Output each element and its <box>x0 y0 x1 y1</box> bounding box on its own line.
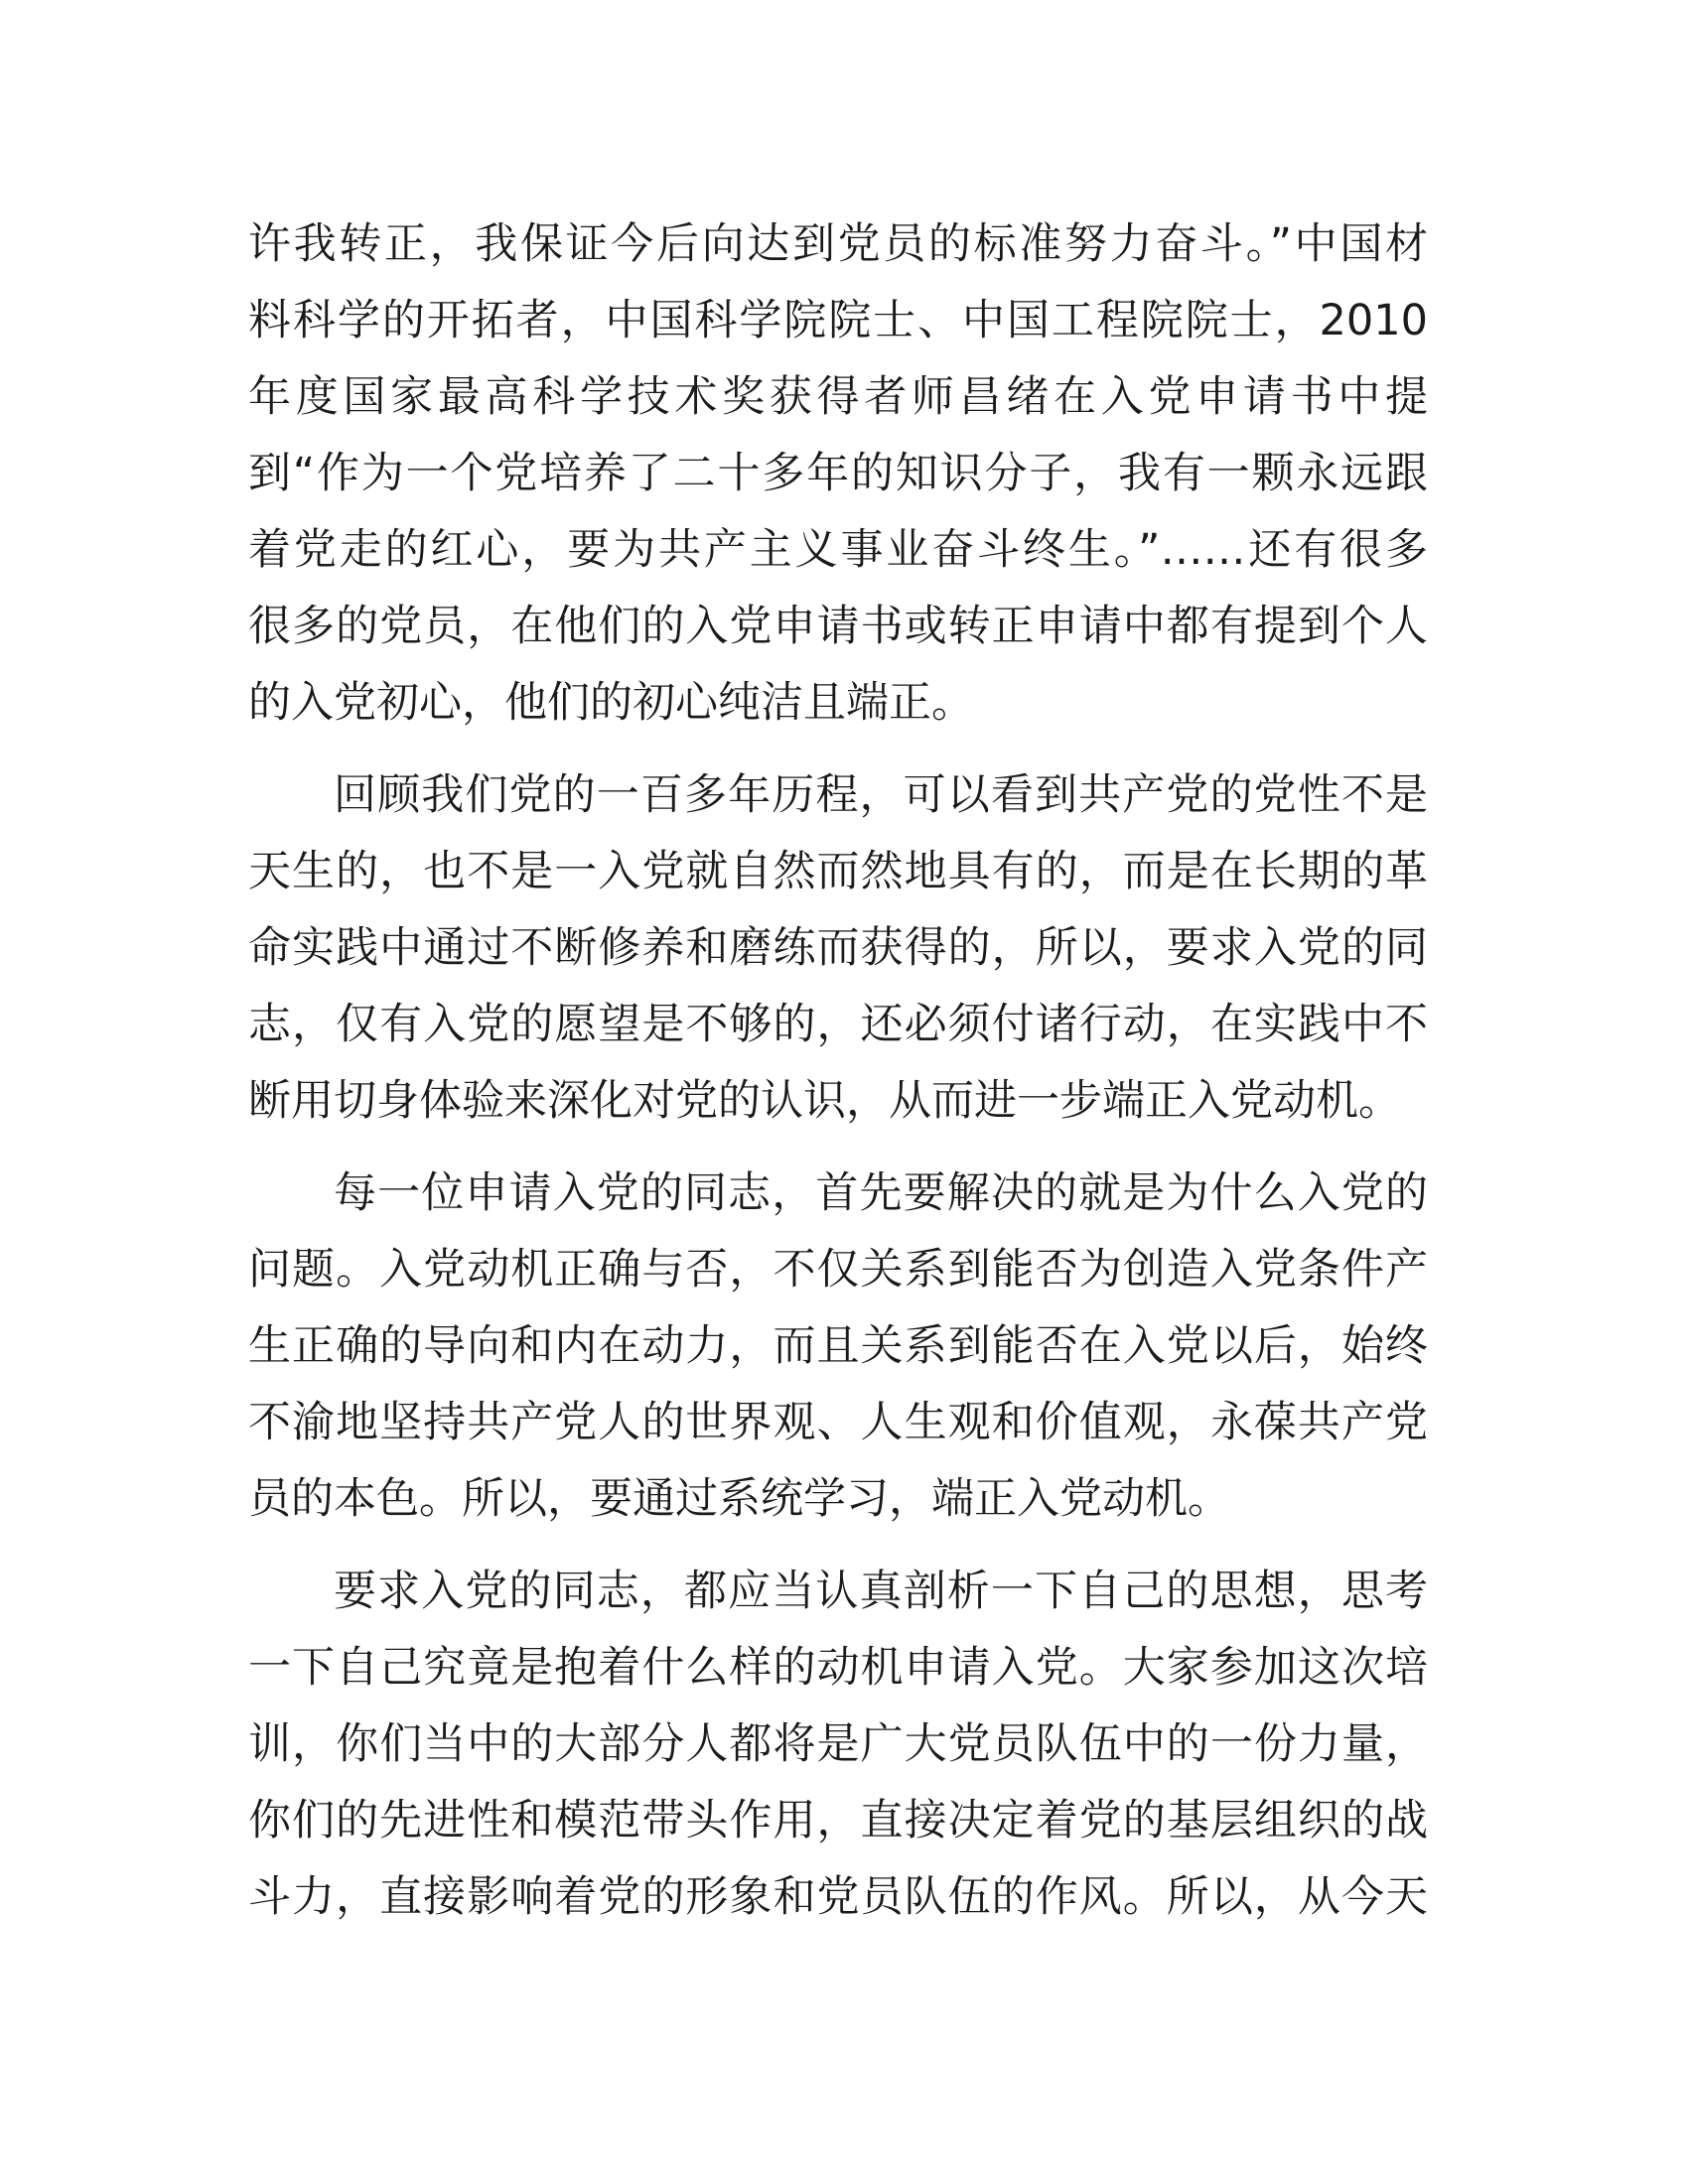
text-line: 断用切身体验来深化对党的认识，从而进一步端正入党动机。 <box>248 1076 1401 1126</box>
text-line: 员的本色。所以，要通过系统学习，端正入党动机。 <box>248 1474 1230 1524</box>
text-line: 许我转正，我保证今后向达到党员的标准努力奋斗。”中国材 <box>248 219 1428 269</box>
body-paragraph <box>248 1156 1428 1538</box>
text-line: 不渝地坚持共产党人的世界观、人生观和价值观，永葆共产党 <box>248 1398 1428 1447</box>
document-body <box>248 206 1428 1952</box>
text-line: 问题。入党动机正确与否，不仅关系到能否为创造入党条件产 <box>248 1245 1428 1295</box>
text-line: 很多的党员，在他们的入党申请书或转正申请中都有提到个人 <box>248 602 1428 651</box>
text-line: 命实践中通过不断修养和磨练而获得的，所以，要求入党的同 <box>248 923 1428 973</box>
text-line: 回顾我们党的一百多年历程，可以看到共产党的党性不是 <box>334 770 1428 820</box>
text-line: 一下自己究竟是抱着什么样的动机申请入党。大家参加这次培 <box>248 1643 1428 1693</box>
text-line: 训，你们当中的大部分人都将是广大党员队伍中的一份力量， <box>248 1719 1428 1769</box>
body-paragraph <box>248 757 1428 1140</box>
text-line: 年度国家最高科学技术奖获得者师昌绪在入党申请书中提 <box>248 372 1428 422</box>
text-line: 的入党初心，他们的初心纯洁且端正。 <box>248 678 974 728</box>
body-paragraph <box>248 206 1428 742</box>
text-line: 志，仅有入党的愿望是不够的，还必须付诸行动，在实践中不 <box>248 1000 1428 1049</box>
body-paragraph <box>248 1554 1428 1936</box>
text-line: 要求入党的同志，都应当认真剖析一下自己的思想，思考 <box>334 1567 1428 1616</box>
text-line: 着党走的红心，要为共产主义事业奋斗终生。”……还有很多 <box>248 525 1428 575</box>
text-line: 每一位申请入党的同志，首先要解决的就是为什么入党的 <box>334 1168 1428 1218</box>
text-line: 生正确的导向和内在动力，而且关系到能否在入党以后，始终 <box>248 1321 1428 1371</box>
text-line: 到“作为一个党培养了二十多年的知识分子，我有一颗永远跟 <box>248 449 1428 498</box>
text-line: 天生的，也不是一入党就自然而然地具有的，而是在长期的革 <box>248 847 1428 896</box>
text-line: 你们的先进性和模范带头作用，直接决定着党的基层组织的战 <box>248 1796 1428 1845</box>
text-line: 料科学的开拓者，中国科学院院士、中国工程院院士，2010 <box>248 296 1428 345</box>
text-line: 斗力，直接影响着党的形象和党员队伍的作风。所以，从今天 <box>248 1872 1428 1922</box>
